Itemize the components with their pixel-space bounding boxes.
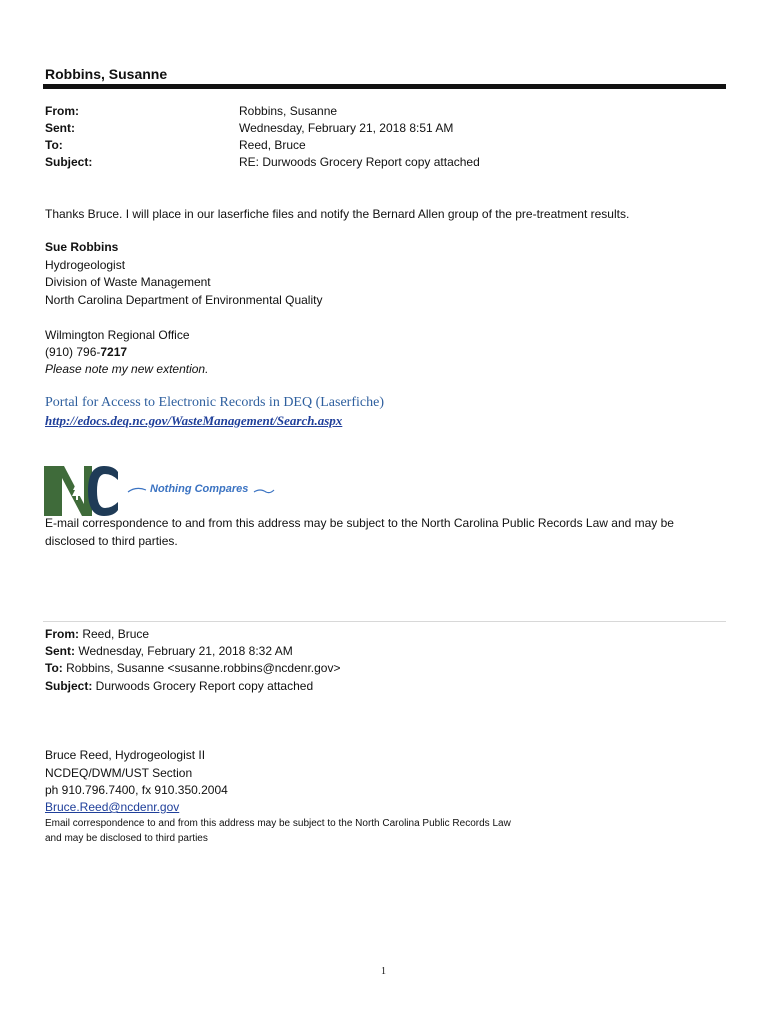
- signature-phone: [45, 345, 127, 359]
- signature-title: Hydrogeologist: [45, 258, 126, 272]
- reed-email-link[interactable]: Bruce.Reed@ncdenr.gov: [45, 800, 180, 814]
- subject-value: RE: Durwoods Grocery Report copy attached: [239, 155, 480, 169]
- reed-signature-line1: Bruce Reed, Hydrogeologist II: [45, 748, 206, 762]
- phone-extension: 7217: [100, 345, 128, 359]
- original-subject-label: Subject:: [45, 679, 93, 693]
- from-value: Robbins, Susanne: [239, 104, 338, 118]
- sent-label: Sent:: [45, 121, 75, 135]
- original-subject-value: Durwoods Grocery Report copy attached: [92, 679, 314, 693]
- page-number: 1: [381, 966, 386, 977]
- portal-link[interactable]: Portal for Access to Electronic Records in DEQ (Laserfiche): [45, 395, 384, 410]
- signature-department: North Carolina Department of Environmental Quality: [45, 293, 323, 307]
- sender-name-title: Robbins, Susanne: [45, 66, 168, 82]
- original-subject: [45, 679, 313, 693]
- subject-label: Subject:: [45, 155, 93, 169]
- nothing-compares-tagline: [126, 482, 276, 500]
- reed-signature-line2: NCDEQ/DWM/UST Section: [45, 766, 193, 780]
- phone-prefix: (910) 796-: [45, 345, 101, 359]
- nc-logo-graphic: [44, 466, 118, 516]
- signature-name: Sue Robbins: [45, 240, 119, 254]
- original-message-divider: [43, 621, 726, 622]
- sent-value: Wednesday, February 21, 2018 8:51 AM: [239, 121, 454, 135]
- signature-office: Wilmington Regional Office: [45, 328, 190, 342]
- original-sent: [45, 644, 293, 658]
- original-to-value: Robbins, Susanne <susanne.robbins@ncdenr.gov>: [62, 661, 341, 675]
- reply-body: Thanks Bruce. I will place in our laserfiche files and notify the Bernard Allen group of the pre-treatment results.: [45, 207, 630, 221]
- original-to-label: To:: [45, 661, 63, 675]
- reed-disclaimer-line2: and may be disclosed to third parties: [45, 833, 208, 844]
- original-from-label: From:: [45, 627, 79, 641]
- signature-disclaimer-line2: disclosed to third parties.: [45, 534, 178, 548]
- signature-disclaimer-line1: E-mail correspondence to and from this address may be subject to the North Carolina Public Records Law and may be: [45, 516, 674, 530]
- portal-url-link[interactable]: http://edocs.deq.nc.gov/WasteManagement/Search.aspx: [45, 413, 343, 428]
- original-sent-label: Sent:: [45, 644, 75, 658]
- reed-signature-phone: ph 910.796.7400, fx 910.350.2004: [45, 783, 228, 797]
- original-sent-value: Wednesday, February 21, 2018 8:32 AM: [75, 644, 293, 658]
- original-to: [45, 661, 340, 675]
- from-label: From:: [45, 104, 79, 118]
- extension-note: Please note my new extention.: [45, 362, 209, 376]
- tagline-text: Nothing Compares: [150, 483, 249, 495]
- original-from: [45, 627, 149, 641]
- reed-disclaimer-line1: Email correspondence to and from this address may be subject to the North Carolina Public Records Law: [45, 818, 511, 829]
- nc-logo: [44, 466, 118, 516]
- signature-division: Division of Waste Management: [45, 275, 211, 289]
- to-label: To:: [45, 138, 63, 152]
- original-from-value: Reed, Bruce: [79, 627, 150, 641]
- header-divider: [43, 84, 726, 89]
- to-value: Reed, Bruce: [239, 138, 306, 152]
